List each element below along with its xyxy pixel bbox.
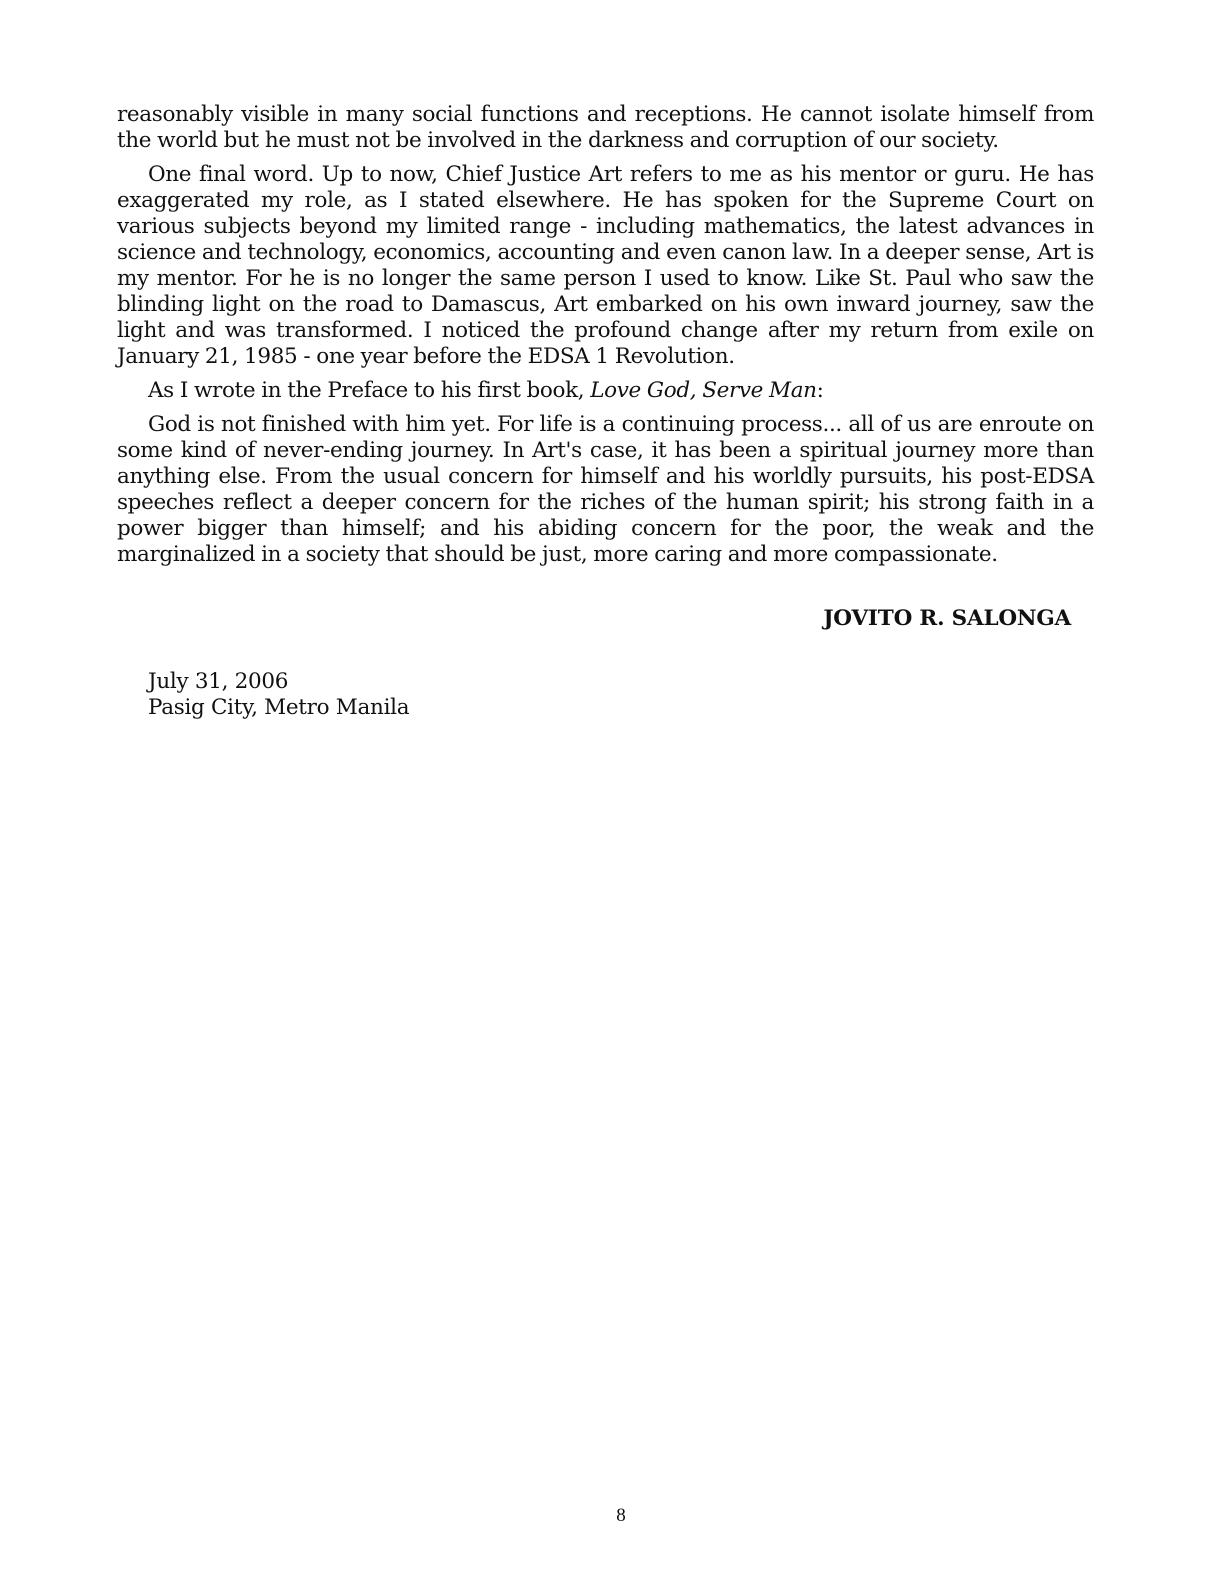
date-place-block: [148, 669, 409, 721]
preface-intro-text: As I wrote in the Preface to his first book,: [148, 378, 591, 403]
page-number: 8: [616, 1505, 626, 1526]
paragraph-preface-intro: [117, 378, 1094, 404]
signature-date: July 31, 2006: [148, 669, 289, 694]
paragraph-mentor: One final word. Up to now, Chief Justice Art refers to me as his mentor or guru. He has exaggerated my role, as I stated elsewhere. He has spoken for the Supreme Court on various subjects beyond my limited range - including mathematics, the latest advances in science and technology, economics, accounting and even canon law. In a deeper sense, Art is my mentor. For he is no longer the same person I used to know. Like St. Paul who saw the blinding light on the road to Damascus, Art embarked on his own inward journey, saw the light and was transformed. I noticed the profound change after my return from exile on January 21, 1985 - one year before the EDSA 1 Revolution.: [117, 162, 1094, 369]
paragraph-continuation: reasonably visible in many social functions and receptions. He cannot isolate himself from the world but he must not be involved in the darkness and corruption of our society.: [117, 102, 1094, 153]
signature-place: Pasig City, Metro Manila: [148, 695, 410, 720]
preface-intro-colon: :: [816, 378, 824, 403]
document-body: [117, 102, 1094, 576]
paragraph-quotation: God is not finished with him yet. For life is a continuing process... all of us are enroute on some kind of never-ending journey. In Art's case, it has been a spiritual journey more than anything else. From the usual concern for himself and his worldly pursuits, his post-EDSA speeches reflect a deeper concern for the riches of the human spirit; his strong faith in a power bigger than himself; and his abiding concern for the poor, the weak and the marginalized in a society that should be just, more caring and more compassionate.: [117, 412, 1094, 567]
signature-name: JOVITO R. SALONGA: [823, 606, 1071, 631]
book-title: Love God, Serve Man: [590, 378, 817, 403]
